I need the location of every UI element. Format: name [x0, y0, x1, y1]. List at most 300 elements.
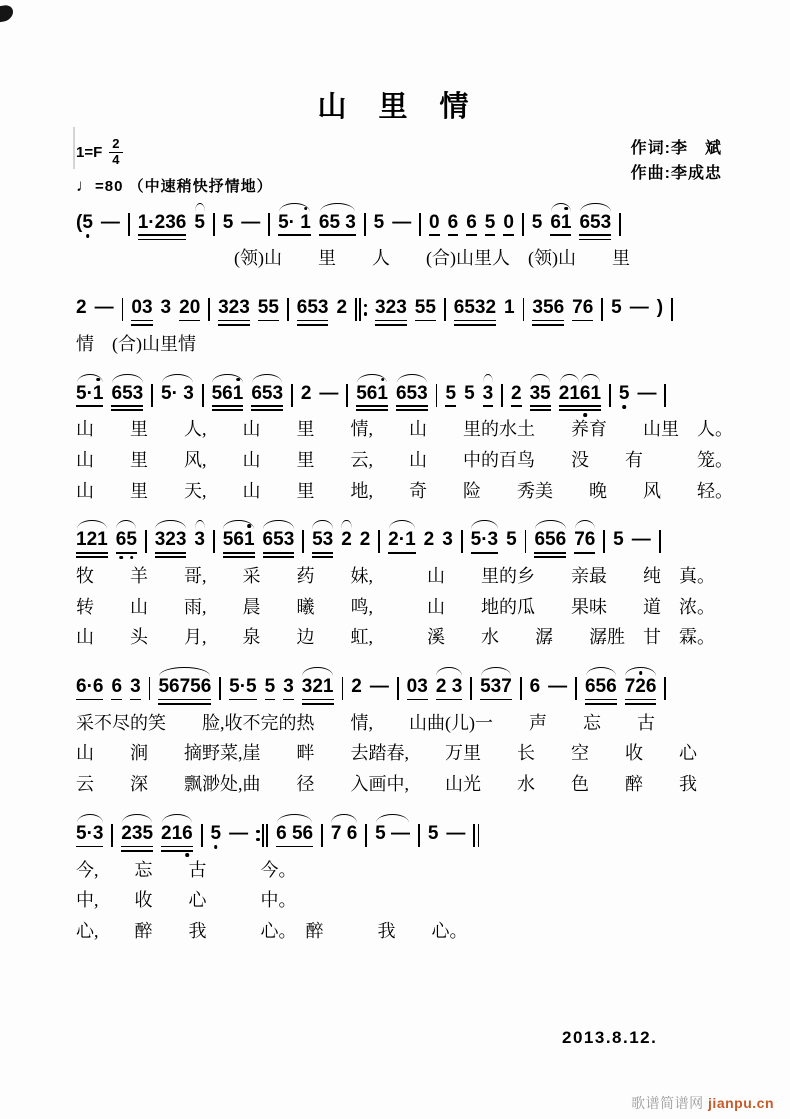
bar-stroke	[287, 298, 289, 321]
beam-line	[356, 405, 388, 407]
beam-line	[534, 556, 566, 558]
slur-arc	[581, 374, 600, 383]
note-group: 653	[111, 384, 143, 412]
time-denominator: 4	[109, 152, 122, 168]
barline	[671, 298, 673, 321]
watermark-url[interactable]: jianpu.cn	[708, 1095, 774, 1111]
note-group: 6	[111, 677, 122, 700]
note-group: 0	[429, 213, 440, 236]
slur-arc	[481, 667, 511, 676]
barline	[378, 530, 380, 553]
beam-line	[550, 234, 571, 236]
beam-line	[388, 552, 415, 554]
lyric-row: 山 涧 摘野菜,崖 畔 去踏春, 万里 长 空 收 心	[76, 743, 697, 764]
lyric-row: 采不尽的笑 脸,收不完的热 情, 山曲(儿)一 声 忘 古	[76, 712, 655, 733]
beam-line	[574, 552, 595, 554]
barline	[609, 384, 611, 407]
note-group: 5	[211, 824, 222, 843]
note-group: 5	[613, 529, 624, 551]
slur-arc	[302, 667, 332, 676]
bar-stroke	[436, 384, 438, 407]
bar-stroke	[478, 824, 480, 847]
note-group: 76	[572, 298, 593, 321]
bar-stroke	[111, 824, 113, 847]
beam-line	[312, 552, 333, 554]
key-tempo-block	[76, 137, 273, 196]
note-group: 6	[529, 676, 541, 698]
lyricist-credit: 作词:李 斌	[630, 140, 722, 157]
beam-line	[76, 405, 103, 407]
note-group: 5	[464, 382, 475, 404]
beam-line	[625, 699, 657, 701]
barline	[219, 677, 221, 700]
beam-line	[161, 850, 193, 852]
note-group: 3	[283, 677, 294, 700]
repeat-dot	[256, 838, 259, 841]
note-group: 323	[218, 298, 250, 326]
bar-stroke	[346, 384, 348, 407]
note-group: 561	[356, 384, 388, 412]
note-group: 5	[611, 297, 622, 319]
octave-dot-high	[381, 378, 385, 382]
bar-stroke	[418, 824, 420, 847]
bar-stroke	[364, 213, 366, 236]
barline	[444, 298, 446, 321]
barline	[473, 824, 479, 847]
lyric-row: 云 深 飘渺处,曲 径 入画中, 山光 水 色 醉 我	[76, 774, 697, 795]
bar-stroke	[501, 384, 503, 407]
barline	[122, 298, 124, 321]
octave-dot-low	[622, 405, 626, 409]
lyric-row: 今, 忘 古 今。	[76, 859, 297, 880]
barline	[268, 213, 270, 236]
bar-stroke	[219, 677, 221, 700]
note-group: 653	[579, 213, 611, 241]
notation-row	[76, 664, 722, 705]
barline	[208, 298, 210, 321]
music-system	[76, 371, 733, 504]
music-system	[76, 517, 722, 650]
slur-arc	[77, 814, 103, 823]
slur-arc	[483, 374, 493, 383]
bar-stroke	[525, 530, 527, 553]
barline	[291, 384, 293, 407]
beam-line	[263, 552, 295, 554]
bar-stroke	[603, 530, 605, 553]
beam-line	[138, 239, 187, 241]
slur-arc	[341, 520, 351, 529]
barline	[151, 384, 153, 407]
note-group: 653	[263, 530, 295, 558]
bar-stroke	[664, 677, 666, 700]
barline	[501, 384, 503, 407]
note-group: —	[446, 822, 466, 844]
beam-line	[415, 320, 436, 322]
barline	[436, 384, 438, 407]
beam-line	[445, 405, 456, 407]
beam-line	[511, 405, 522, 407]
note-group: 35	[530, 384, 551, 412]
beam-line	[297, 324, 329, 326]
note-group: 216	[161, 824, 193, 852]
note-group: —	[392, 211, 412, 233]
bar-stroke	[208, 298, 210, 321]
bar-stroke	[444, 298, 446, 321]
note-group: 0	[503, 213, 514, 236]
slur-arc	[277, 814, 313, 823]
slur-arc	[112, 374, 142, 383]
note-group: —	[369, 676, 389, 698]
slur-arc	[551, 203, 571, 212]
beam-line	[138, 234, 187, 236]
slur-arc	[312, 520, 332, 529]
note-group: 356	[532, 298, 564, 326]
beam-line	[251, 409, 283, 411]
barline	[321, 824, 323, 847]
bar-stroke	[355, 298, 357, 321]
octave-dot-high	[304, 207, 308, 211]
slur-arc	[77, 520, 107, 529]
octave-dot-low	[130, 556, 134, 560]
notation-row	[76, 200, 722, 241]
note-group: 2	[423, 529, 435, 551]
beam-line	[532, 320, 564, 322]
beam-line	[485, 234, 496, 236]
beam-line	[158, 699, 211, 701]
note-group: 2	[511, 384, 522, 407]
lyric-row: 山 里 人, 山 里 情, 山 里的水土 养育 山里 人。	[76, 419, 733, 440]
bar-stroke	[151, 384, 153, 407]
quarter-note-icon: ♩	[76, 175, 94, 195]
barline	[365, 824, 367, 847]
beam-line	[223, 556, 255, 558]
note-group: 2	[351, 676, 362, 698]
slur-arc	[195, 520, 205, 529]
beam-line	[263, 556, 295, 558]
bar-stroke	[149, 677, 151, 700]
music-system	[76, 200, 722, 271]
barline	[522, 213, 524, 236]
note-group: 323	[375, 298, 407, 326]
note-group: 235	[121, 824, 153, 852]
beam-line	[212, 405, 244, 407]
repeat-dot	[364, 304, 367, 307]
beam-line	[258, 320, 279, 322]
beam-line	[375, 324, 407, 326]
note-group: 20	[179, 298, 200, 321]
octave-dot-low	[86, 234, 90, 238]
beam-line	[480, 699, 512, 701]
beam-line	[530, 409, 551, 411]
note-group: 03	[407, 677, 428, 700]
beam-line	[466, 234, 477, 236]
bar-stroke	[202, 384, 204, 407]
note-group: 55	[258, 298, 279, 321]
lyric-row: 牧 羊 哥, 采 药 妹, 山 里的乡 亲最 纯 真。	[76, 565, 715, 586]
slur-arc	[162, 374, 193, 383]
lyric-row: 山 里 天, 山 里 地, 奇 险 秀美 晚 风 轻。	[76, 480, 733, 501]
beam-line	[155, 552, 187, 554]
note-group: 56756	[158, 677, 211, 705]
bar-stroke	[461, 530, 463, 553]
barline	[201, 824, 203, 847]
bar-stroke	[302, 530, 304, 553]
notation-row	[76, 517, 722, 558]
octave-dot-high	[96, 378, 100, 382]
music-system	[76, 811, 722, 944]
time-signature	[109, 137, 122, 168]
slur-arc	[331, 814, 356, 823]
note-group: 5 —	[375, 824, 410, 843]
note-group: 5·1	[76, 384, 103, 407]
beam-line	[276, 846, 313, 848]
note-group: 65 3	[319, 213, 356, 236]
note-group: —	[229, 822, 249, 844]
note-group: 5	[506, 529, 517, 551]
note-group: 5	[485, 213, 496, 236]
watermark-site-name: 歌谱简谱网	[631, 1095, 709, 1111]
music-system	[76, 285, 722, 356]
note-group: —	[94, 297, 114, 319]
barline	[664, 384, 666, 407]
barline	[256, 824, 268, 847]
meta-row	[76, 137, 722, 196]
scan-artifact-line	[73, 127, 75, 169]
barline	[213, 213, 215, 236]
bar-stroke	[378, 530, 380, 553]
bar-stroke	[601, 298, 603, 321]
music-system	[76, 664, 722, 797]
note-group: 5·3	[76, 824, 103, 847]
bar-stroke	[268, 213, 270, 236]
bar-stroke	[145, 530, 147, 553]
slur-arc	[122, 814, 152, 823]
octave-dot-high	[639, 671, 643, 675]
note-group: 2	[359, 529, 371, 551]
beam-line	[312, 556, 333, 558]
note-group: 6	[448, 213, 459, 236]
credits-block	[631, 137, 722, 187]
barline	[128, 213, 130, 236]
repeat-dots	[364, 304, 367, 316]
bar-stroke	[575, 677, 577, 700]
barline	[213, 530, 215, 553]
beam-line	[111, 409, 143, 411]
note-group: 5	[427, 822, 439, 844]
note-group: —	[629, 297, 649, 319]
notation-row	[76, 285, 722, 326]
slur-arc	[252, 374, 282, 383]
barline	[342, 677, 344, 700]
repeat-dots	[256, 830, 259, 842]
beam-line	[319, 234, 356, 236]
note-group: 6 56	[276, 824, 313, 847]
note-group: —	[319, 382, 339, 404]
beam-line	[579, 239, 611, 241]
note-group: )	[656, 297, 664, 319]
note-group: 55	[415, 298, 436, 321]
slur-arc	[471, 520, 497, 529]
note-group: 656	[585, 677, 617, 705]
note-group: 5· 3	[161, 384, 194, 403]
beam-line	[375, 320, 407, 322]
notation-row	[76, 371, 722, 412]
beam-line	[111, 699, 122, 701]
note-group: 2	[300, 382, 312, 404]
beam-line	[121, 846, 153, 848]
beam-line	[76, 552, 108, 554]
bar-stroke	[671, 298, 673, 321]
beam-line	[218, 324, 250, 326]
octave-dot-low	[119, 556, 123, 560]
beam-line	[503, 234, 514, 236]
slur-arc	[389, 520, 415, 529]
barline	[470, 677, 472, 700]
bar-stroke	[291, 384, 293, 407]
beam-line	[302, 703, 334, 705]
lyric-row: 山 头 月, 泉 边 虹, 溪 水 潺 潺胜 甘 霖。	[76, 627, 715, 648]
note-group: 61	[550, 213, 571, 236]
bar-stroke	[522, 213, 524, 236]
beam-line	[448, 234, 459, 236]
bar-stroke	[397, 677, 399, 700]
note-group: 5	[531, 211, 543, 233]
slur-arc	[436, 667, 461, 676]
note-group: —	[241, 211, 261, 233]
bar-stroke	[262, 824, 264, 847]
octave-dot-high	[564, 207, 568, 211]
barline	[575, 677, 577, 700]
bar-stroke	[365, 824, 367, 847]
beam-line	[532, 324, 564, 326]
bar-stroke	[213, 530, 215, 553]
beam-line	[131, 320, 152, 322]
beam-line	[121, 850, 153, 852]
beam-line	[283, 699, 294, 701]
note-group: 3	[442, 529, 453, 551]
barline	[659, 530, 661, 553]
note-group: 3	[130, 677, 141, 700]
bar-stroke	[321, 824, 323, 847]
barline	[520, 677, 522, 700]
note-group: 321	[302, 677, 334, 705]
note-group: 1	[504, 297, 515, 319]
bar-stroke	[359, 298, 361, 321]
bar-stroke	[122, 298, 124, 321]
bar-stroke	[266, 824, 268, 847]
lyric-row: 山 里 风, 山 里 云, 山 中的百鸟 没 有 笼。	[76, 449, 733, 470]
tempo-expression: （中速稍快抒情地）	[128, 177, 273, 195]
beam-line	[130, 699, 141, 701]
slur-arc	[397, 374, 427, 383]
barline	[619, 213, 621, 236]
barline	[346, 384, 348, 407]
barline	[418, 824, 420, 847]
barline	[603, 530, 605, 553]
beam-line	[454, 320, 496, 322]
slur-arc	[580, 203, 610, 212]
slur-arc	[320, 203, 356, 212]
beam-line	[429, 234, 440, 236]
beam-line	[223, 552, 255, 554]
note-group: 5	[373, 211, 385, 233]
barline	[202, 384, 204, 407]
note-group: 653	[396, 384, 428, 412]
slur-arc	[575, 520, 595, 529]
slur-arc	[376, 814, 409, 823]
note-group: 7 6	[331, 824, 357, 843]
beam-line	[155, 556, 187, 558]
note-group: 5·3	[471, 530, 498, 553]
note-group: —	[548, 676, 568, 698]
bar-stroke	[470, 677, 472, 700]
score	[76, 200, 733, 944]
note-group: 2	[341, 530, 352, 549]
beam-line	[212, 409, 244, 411]
lyric-row: 中, 收 心 中。	[76, 890, 297, 911]
note-group: 3	[194, 530, 205, 549]
beam-line	[585, 703, 617, 705]
bar-stroke	[201, 824, 203, 847]
beam-line	[229, 699, 256, 701]
note-group: 561	[212, 384, 244, 412]
slur-arc	[195, 203, 205, 212]
bar-stroke	[342, 677, 344, 700]
beam-line	[534, 552, 566, 554]
beam-line	[278, 234, 311, 236]
composer-credit: 作曲:李成忠	[630, 164, 722, 182]
beam-line	[579, 234, 611, 236]
slur-arc	[586, 667, 616, 676]
note-group: 6532	[454, 298, 496, 326]
tempo-line	[76, 175, 273, 196]
beam-line	[585, 699, 617, 701]
note-group: 5	[265, 677, 276, 700]
note-group: 3	[160, 297, 172, 319]
beam-line	[559, 409, 601, 411]
bar-stroke	[659, 530, 661, 553]
note-group: 3	[483, 384, 494, 407]
beam-line	[116, 552, 137, 554]
note-group: 76	[574, 530, 595, 553]
note-group: —	[637, 382, 657, 404]
bar-stroke	[619, 213, 621, 236]
slur-arc	[159, 667, 210, 676]
beam-line	[218, 320, 250, 322]
beam-line	[76, 846, 103, 848]
bar-stroke	[609, 384, 611, 407]
barline	[664, 677, 666, 700]
barline	[149, 677, 151, 700]
note-group: 5· 1	[278, 213, 311, 236]
beam-line	[297, 320, 329, 322]
beam-line	[161, 846, 193, 848]
slur-arc	[116, 520, 136, 529]
barline	[145, 530, 147, 553]
slur-arc	[155, 520, 185, 529]
note-group: 561	[223, 530, 255, 558]
slur-arc	[535, 520, 565, 529]
scan-artifact	[0, 4, 13, 22]
slur-arc	[560, 374, 579, 383]
note-group: (5	[76, 213, 93, 232]
barline	[364, 213, 366, 236]
repeat-dot	[364, 312, 367, 315]
note-group: 537	[480, 677, 512, 700]
octave-dot-high	[247, 524, 251, 528]
beam-line	[179, 320, 200, 322]
note-group: 53	[312, 530, 333, 558]
